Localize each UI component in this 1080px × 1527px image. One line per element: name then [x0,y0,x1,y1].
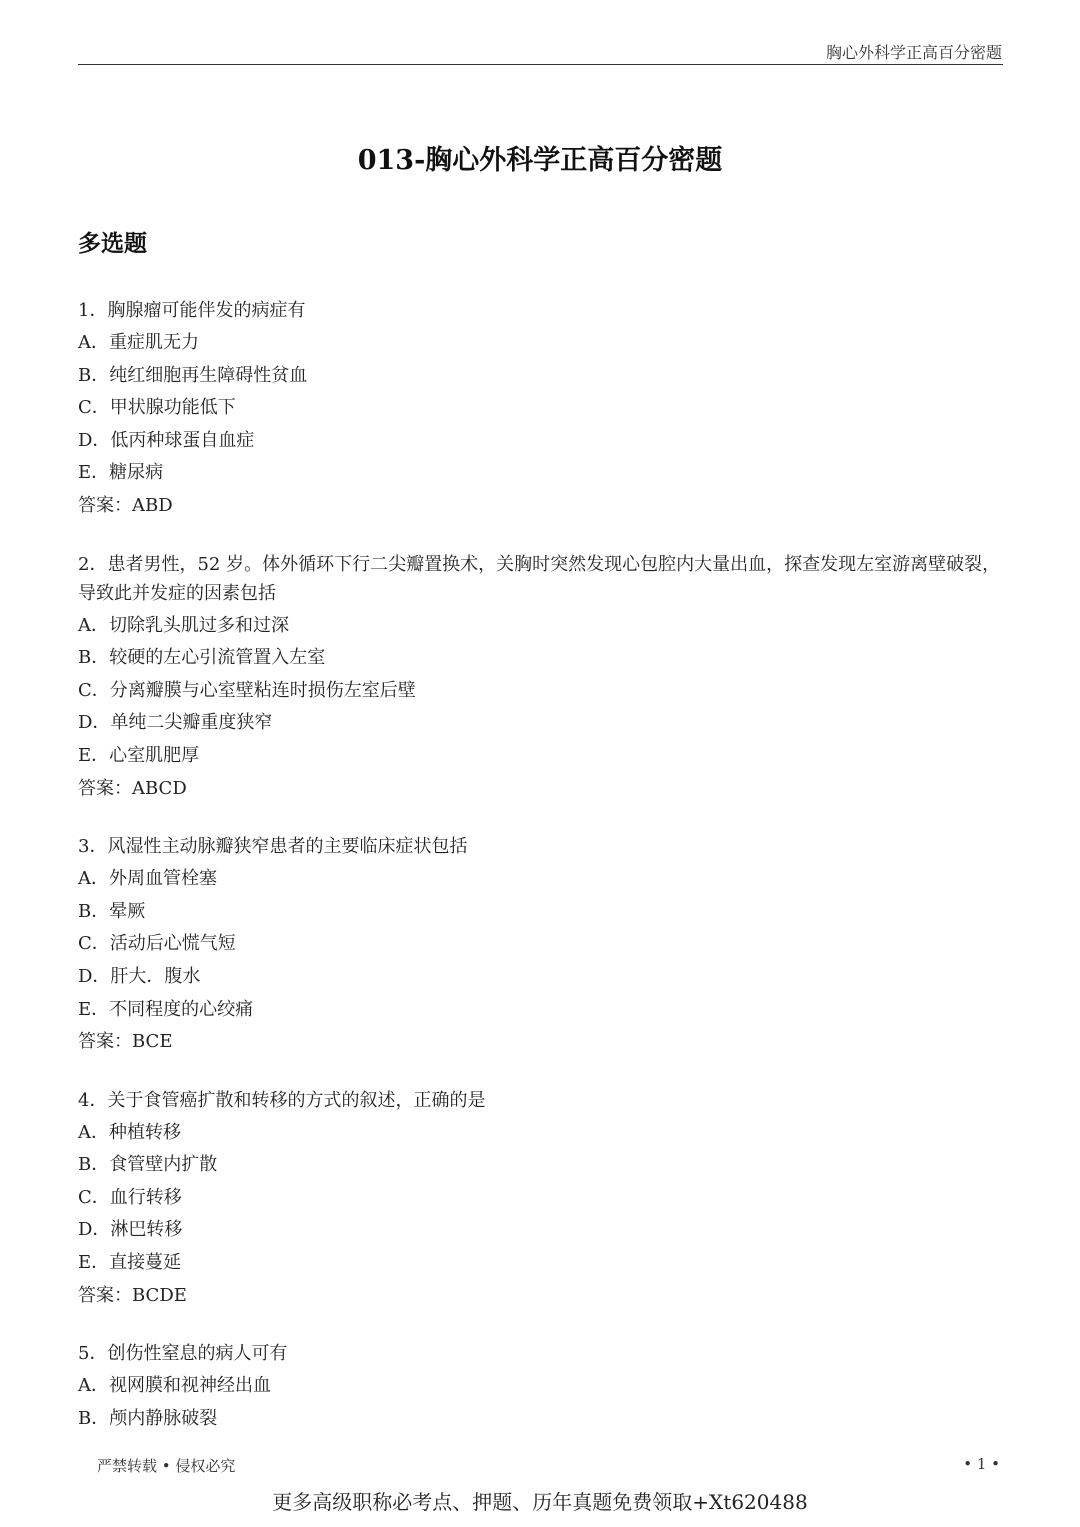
option-d: D．肝大．腹水 [78,965,201,987]
question-stem: 5．创伤性窒息的病人可有 [78,1343,288,1365]
question-1 [78,296,1006,523]
question-stem: 1．胸腺瘤可能伴发的病症有 [78,300,306,321]
option-d: D．单纯二尖瓣重度狭窄 [78,712,273,734]
option-b: B．食管壁内扩散 [78,1154,218,1176]
option-a: A．种植转移 [78,1121,181,1143]
option-e: E．心室肌肥厚 [78,744,200,766]
document-title: 013-胸心外科学正高百分密题 [357,145,723,176]
question-5 [78,1339,1006,1435]
option-a: A．切除乳头肌过多和过深 [78,614,289,636]
option-e: E．直接蔓延 [78,1252,182,1274]
page-number: • 1 • [963,1455,1000,1473]
promo-banner: 更多高级职称必考点、押题、历年真题免费领取+Xt620488 [272,1490,808,1514]
question-stem: 2．患者男性，52 岁。体外循环下行二尖瓣置换术，关胸时突然发现心包腔内大量出血，探查发现左室游离壁破裂，导致此并发症的因素包括 [78,553,1001,604]
option-b: B．纯红细胞再生障碍性贫血 [78,364,308,386]
answer: 答案：ABCD [78,777,187,799]
section-heading: 多选题 [78,230,147,257]
answer: 答案：ABD [78,494,173,516]
answer: 答案：BCDE [78,1284,187,1306]
option-c: C．甲状腺功能低下 [78,397,236,419]
option-c: C．活动后心慌气短 [78,933,236,955]
answer: 答案：BCE [78,1031,173,1053]
question-2 [78,550,1006,806]
running-header: 胸心外科学正高百分密题 [825,43,1002,62]
option-c: C．血行转移 [78,1186,182,1208]
option-b: B．颅内静脉破裂 [78,1407,218,1429]
option-b: B．晕厥 [78,900,146,922]
option-d: D．淋巴转移 [78,1219,183,1241]
option-a: A．外周血管栓塞 [78,868,217,890]
header-rule [78,64,1003,65]
option-a: A．视网膜和视神经出血 [78,1375,271,1397]
option-a: A．重症肌无力 [78,332,199,353]
question-stem: 3．风湿性主动脉瓣狭窄患者的主要临床症状包括 [78,836,468,858]
option-e: E．糖尿病 [78,462,164,484]
question-3 [78,832,1006,1059]
option-e: E．不同程度的心绞痛 [78,998,254,1020]
option-b: B．较硬的左心引流管置入左室 [78,647,326,669]
footer-notice: 严禁转载 • 侵权必究 [97,1457,236,1475]
question-4 [78,1086,1006,1313]
question-list [78,296,1006,1462]
question-stem: 4．关于食管癌扩散和转移的方式的叙述，正确的是 [78,1089,486,1111]
option-d: D．低丙种球蛋自血症 [78,429,255,451]
option-c: C．分离瓣膜与心室壁粘连时损伤左室后壁 [78,679,416,701]
